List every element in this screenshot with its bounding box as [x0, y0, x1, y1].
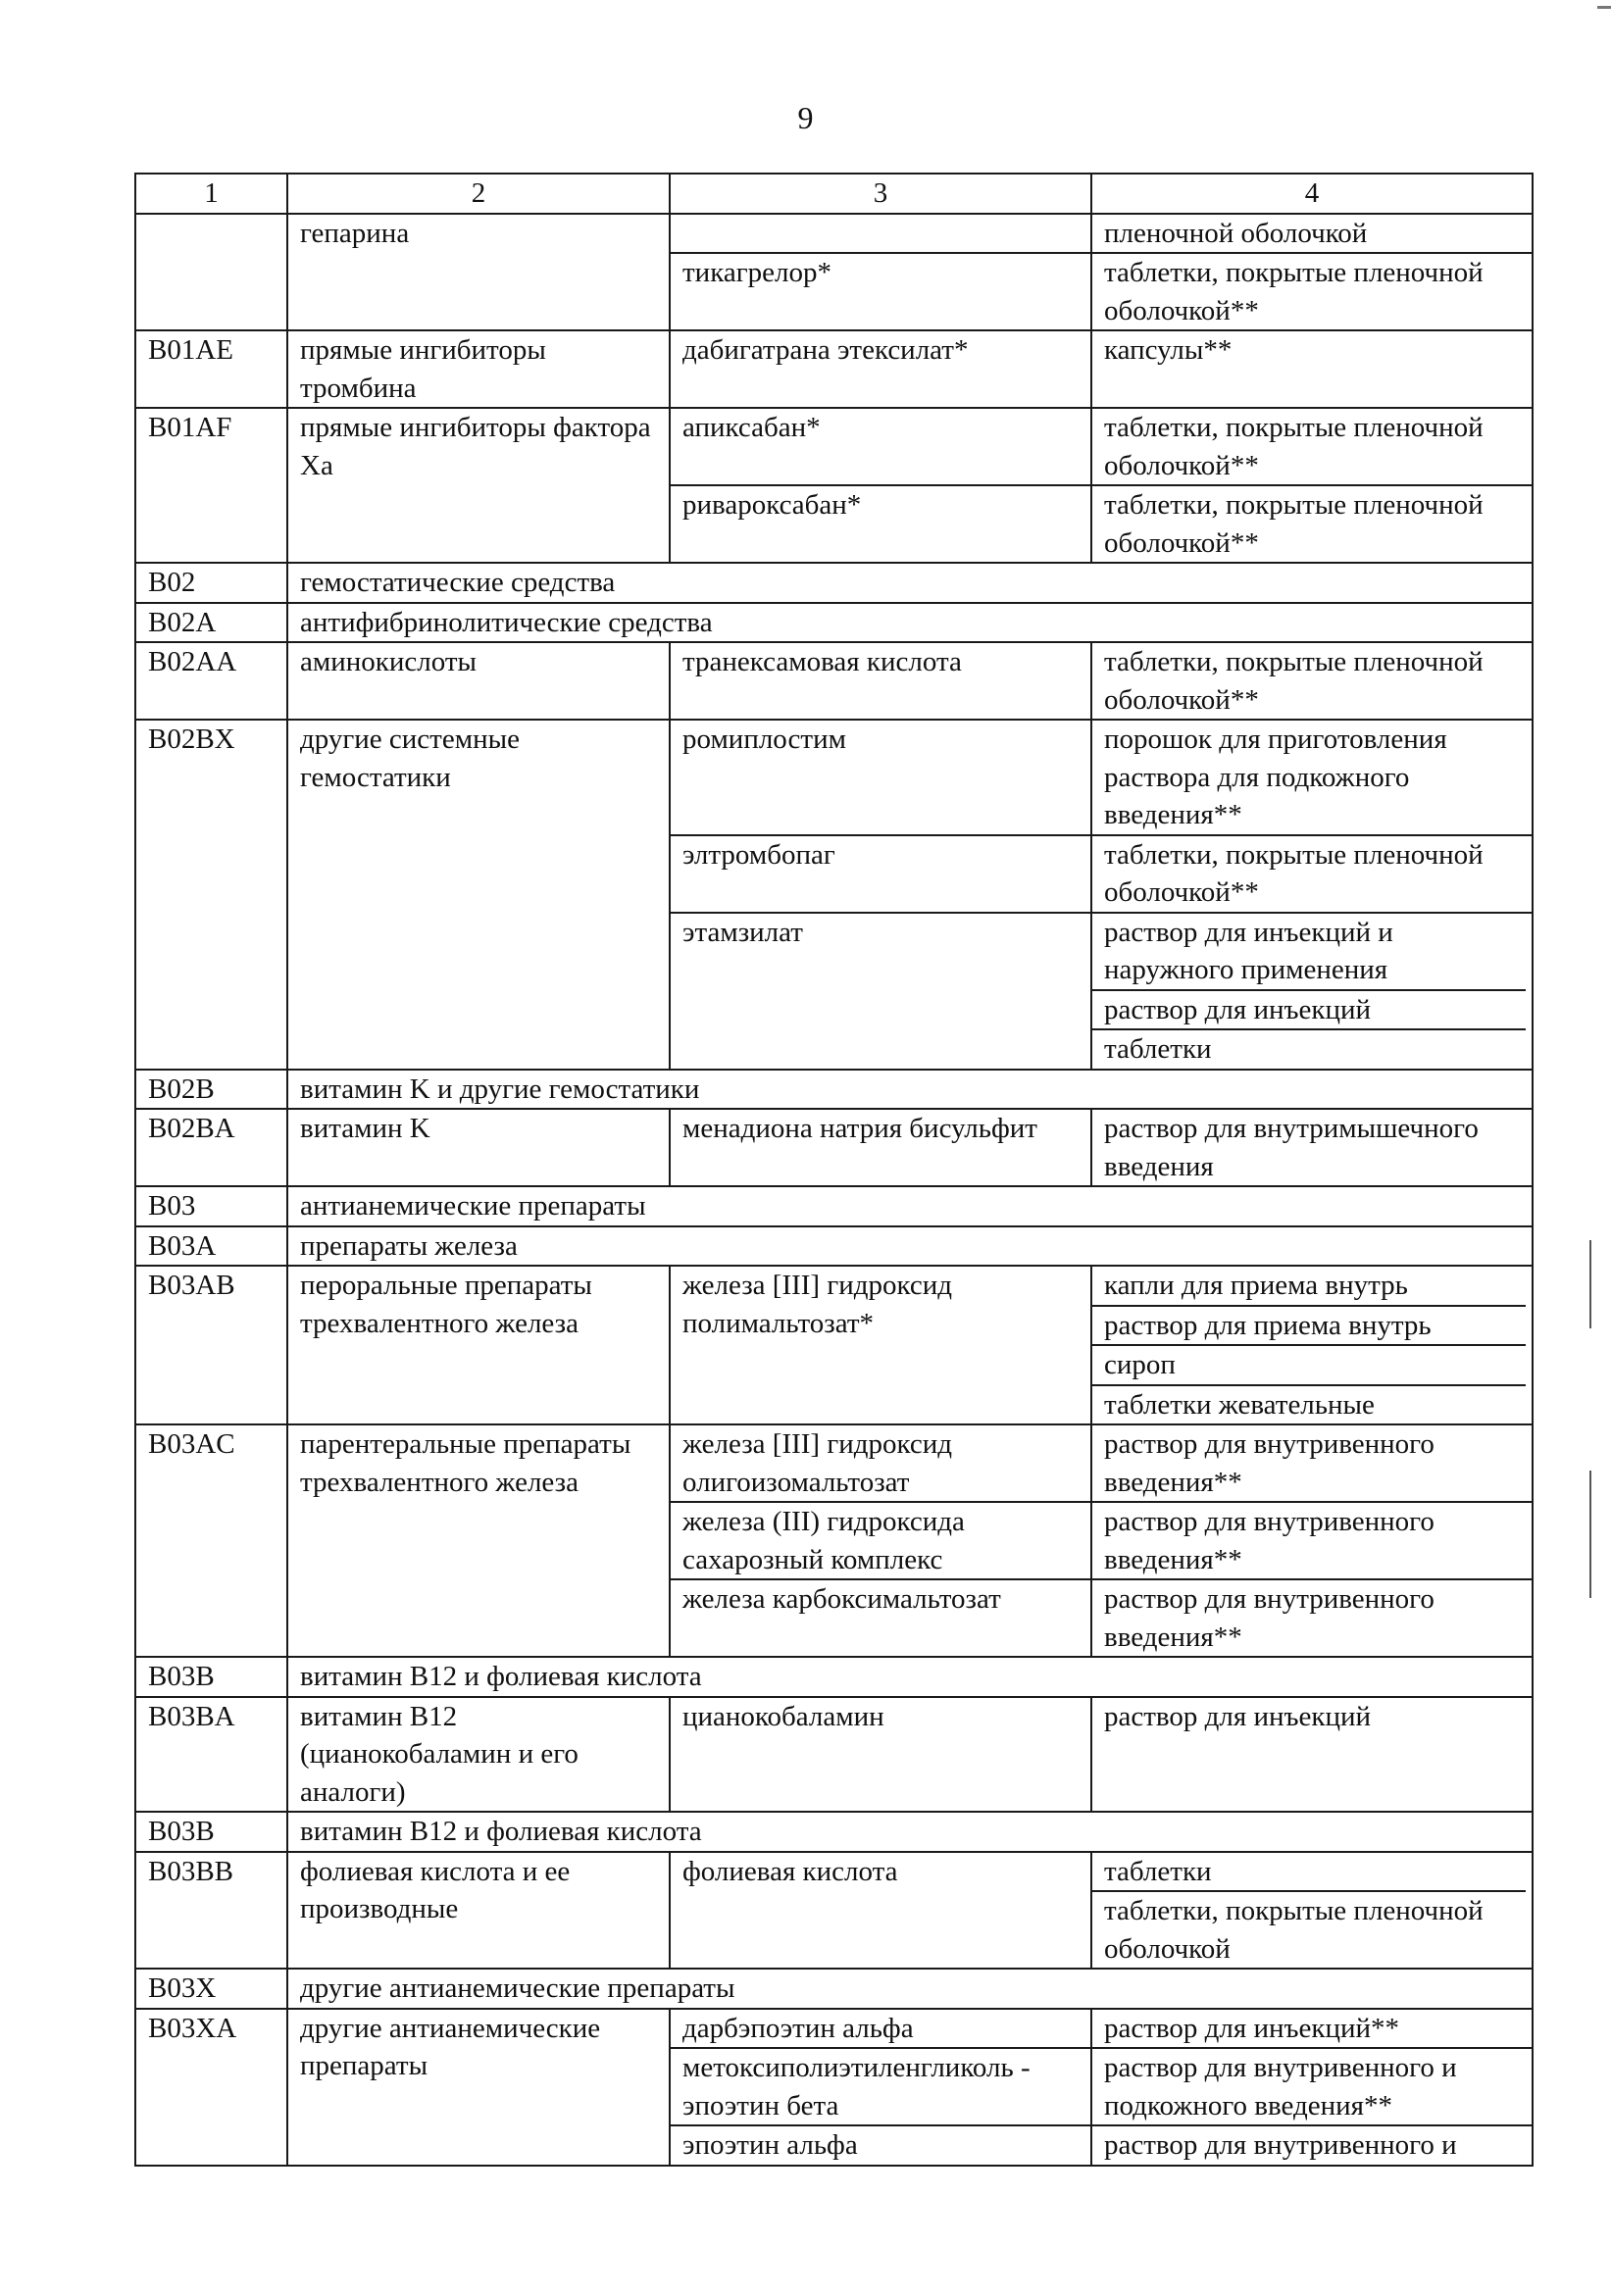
- form-cell: раствор для внутривенного и: [1091, 2125, 1533, 2166]
- atc-code-cell: B02AA: [135, 642, 287, 720]
- table-row: [135, 642, 1533, 720]
- drug-cell: тикагрелор*: [670, 253, 1091, 330]
- form-cell: таблетки, покрытые пленочной оболочкой**: [1091, 835, 1533, 913]
- section-title: препараты железа: [287, 1226, 1533, 1267]
- atc-code-cell: B03BB: [135, 1852, 287, 1970]
- table-row: [135, 1109, 1533, 1186]
- section-title: антифибринолитические средства: [287, 603, 1533, 643]
- drug-cell: железа [III] гидроксид олигоизомальтозат: [670, 1424, 1091, 1502]
- scan-margin-mark: [1589, 1471, 1591, 1598]
- table-row: [135, 330, 1533, 408]
- atc-code-cell: [135, 214, 287, 331]
- drug-cell: цианокобаламин: [670, 1697, 1091, 1813]
- form-cell: пленочной оболочкой: [1091, 214, 1533, 254]
- scan-margin-mark: [1589, 1240, 1591, 1328]
- form-cell: раствор для инъекций: [1091, 1697, 1533, 1813]
- form-cell: [1091, 913, 1533, 1070]
- table-row: [135, 1852, 1533, 1970]
- section-row: [135, 563, 1533, 603]
- group-cell: другие системные гемостатики: [287, 720, 670, 1070]
- section-title: антианемические препараты: [287, 1186, 1533, 1226]
- form-cell: капсулы**: [1091, 330, 1533, 408]
- form-cell: раствор для внутривенного введения**: [1091, 1579, 1533, 1657]
- form-cell: раствор для инъекций**: [1091, 2009, 1533, 2049]
- atc-code-cell: B02BX: [135, 720, 287, 1070]
- drug-cell: метоксиполиэтиленгликоль - эпоэтин бета: [670, 2048, 1091, 2125]
- section-title: витамин B12 и фолиевая кислота: [287, 1657, 1533, 1697]
- group-cell: витамин B12 (цианокобаламин и его аналоги): [287, 1697, 670, 1813]
- form-item: таблетки жевательные: [1092, 1384, 1526, 1424]
- section-row: [135, 1812, 1533, 1852]
- section-row: [135, 1070, 1533, 1110]
- form-item: сироп: [1092, 1344, 1526, 1384]
- drug-cell: апиксабан*: [670, 408, 1091, 485]
- section-title: гемостатические средства: [287, 563, 1533, 603]
- drug-cell: ромиплостим: [670, 720, 1091, 835]
- group-cell: прямые ингибиторы тромбина: [287, 330, 670, 408]
- atc-code-cell: B03B: [135, 1657, 287, 1697]
- form-cell: таблетки, покрытые пленочной оболочкой**: [1091, 485, 1533, 563]
- drug-cell: эпоэтин альфа: [670, 2125, 1091, 2166]
- table-row: [135, 720, 1533, 835]
- drug-cell: ривароксабан*: [670, 485, 1091, 563]
- table-row: [135, 1424, 1533, 1502]
- group-cell: аминокислоты: [287, 642, 670, 720]
- column-header: 1: [135, 174, 287, 214]
- section-row: [135, 1969, 1533, 2009]
- section-title: другие антианемические препараты: [287, 1969, 1533, 2009]
- section-title: витамин K и другие гемостатики: [287, 1070, 1533, 1110]
- form-cell: раствор для внутривенного и подкожного введения**: [1091, 2048, 1533, 2125]
- form-item: капли для приема внутрь: [1104, 1270, 1408, 1301]
- drug-cell: [670, 214, 1091, 254]
- group-cell: витамин K: [287, 1109, 670, 1186]
- section-title: витамин B12 и фолиевая кислота: [287, 1812, 1533, 1852]
- group-cell: парентеральные препараты трехвалентного железа: [287, 1424, 670, 1657]
- form-cell: раствор для внутримышечного введения: [1091, 1109, 1533, 1186]
- atc-code-cell: B03: [135, 1186, 287, 1226]
- atc-code-cell: B03A: [135, 1226, 287, 1267]
- drug-cell: элтромбопаг: [670, 835, 1091, 913]
- atc-code-cell: B03B: [135, 1812, 287, 1852]
- atc-code-cell: B01AF: [135, 408, 287, 563]
- page-number: 9: [797, 100, 814, 135]
- atc-code-cell: B03AB: [135, 1266, 287, 1424]
- group-cell: пероральные препараты трехвалентного железа: [287, 1266, 670, 1424]
- table-row: [135, 214, 1533, 254]
- form-cell: [1091, 1266, 1533, 1424]
- form-item: таблетки, покрытые пленочной оболочкой: [1092, 1890, 1526, 1968]
- form-cell: порошок для приготовления раствора для подкожного введения**: [1091, 720, 1533, 835]
- column-header: 3: [670, 174, 1091, 214]
- section-row: [135, 1657, 1533, 1697]
- atc-code-cell: B03XA: [135, 2009, 287, 2166]
- form-item: раствор для инъекций: [1092, 989, 1526, 1029]
- atc-code-cell: B03BA: [135, 1697, 287, 1813]
- drug-cell: фолиевая кислота: [670, 1852, 1091, 1970]
- atc-code-cell: B02BA: [135, 1109, 287, 1186]
- atc-code-cell: B02A: [135, 603, 287, 643]
- section-row: [135, 1226, 1533, 1267]
- form-cell: таблетки, покрытые пленочной оболочкой**: [1091, 408, 1533, 485]
- table-header-row: [135, 174, 1533, 214]
- group-cell: гепарина: [287, 214, 670, 331]
- drug-cell: железа [III] гидроксид полимальтозат*: [670, 1266, 1091, 1424]
- drug-cell: дарбэпоэтин альфа: [670, 2009, 1091, 2049]
- table-row: [135, 1697, 1533, 1813]
- table-row: [135, 2009, 1533, 2049]
- table-row: [135, 408, 1533, 485]
- form-cell: таблетки, покрытые пленочной оболочкой**: [1091, 642, 1533, 720]
- drug-table: [134, 173, 1534, 2167]
- form-item: таблетки: [1092, 1028, 1526, 1069]
- atc-code-cell: B01AE: [135, 330, 287, 408]
- form-cell: раствор для внутривенного введения**: [1091, 1502, 1533, 1579]
- section-row: [135, 603, 1533, 643]
- column-header: 2: [287, 174, 670, 214]
- group-cell: другие антианемические препараты: [287, 2009, 670, 2166]
- drug-cell: дабигатрана этексилат*: [670, 330, 1091, 408]
- atc-code-cell: B03X: [135, 1969, 287, 2009]
- form-cell: раствор для внутривенного введения**: [1091, 1424, 1533, 1502]
- scan-edge-mark: [1597, 6, 1611, 9]
- group-cell: фолиевая кислота и ее производные: [287, 1852, 670, 1970]
- column-header: 4: [1091, 174, 1533, 214]
- form-item: таблетки: [1104, 1855, 1212, 1887]
- drug-cell: железа карбоксимальтозат: [670, 1579, 1091, 1657]
- atc-code-cell: B02B: [135, 1070, 287, 1110]
- form-cell: таблетки, покрытые пленочной оболочкой**: [1091, 253, 1533, 330]
- group-cell: прямые ингибиторы фактора Xa: [287, 408, 670, 563]
- table-row: [135, 1266, 1533, 1424]
- section-row: [135, 1186, 1533, 1226]
- drug-cell: железа (III) гидроксида сахарозный комплекс: [670, 1502, 1091, 1579]
- form-item: раствор для приема внутрь: [1092, 1305, 1526, 1345]
- form-cell: [1091, 1852, 1533, 1970]
- atc-code-cell: B02: [135, 563, 287, 603]
- drug-cell: менадиона натрия бисульфит: [670, 1109, 1091, 1186]
- drug-cell: этамзилат: [670, 913, 1091, 1070]
- atc-code-cell: B03AC: [135, 1424, 287, 1657]
- drug-cell: транексамовая кислота: [670, 642, 1091, 720]
- form-item: раствор для инъекций и наружного применения: [1104, 916, 1393, 985]
